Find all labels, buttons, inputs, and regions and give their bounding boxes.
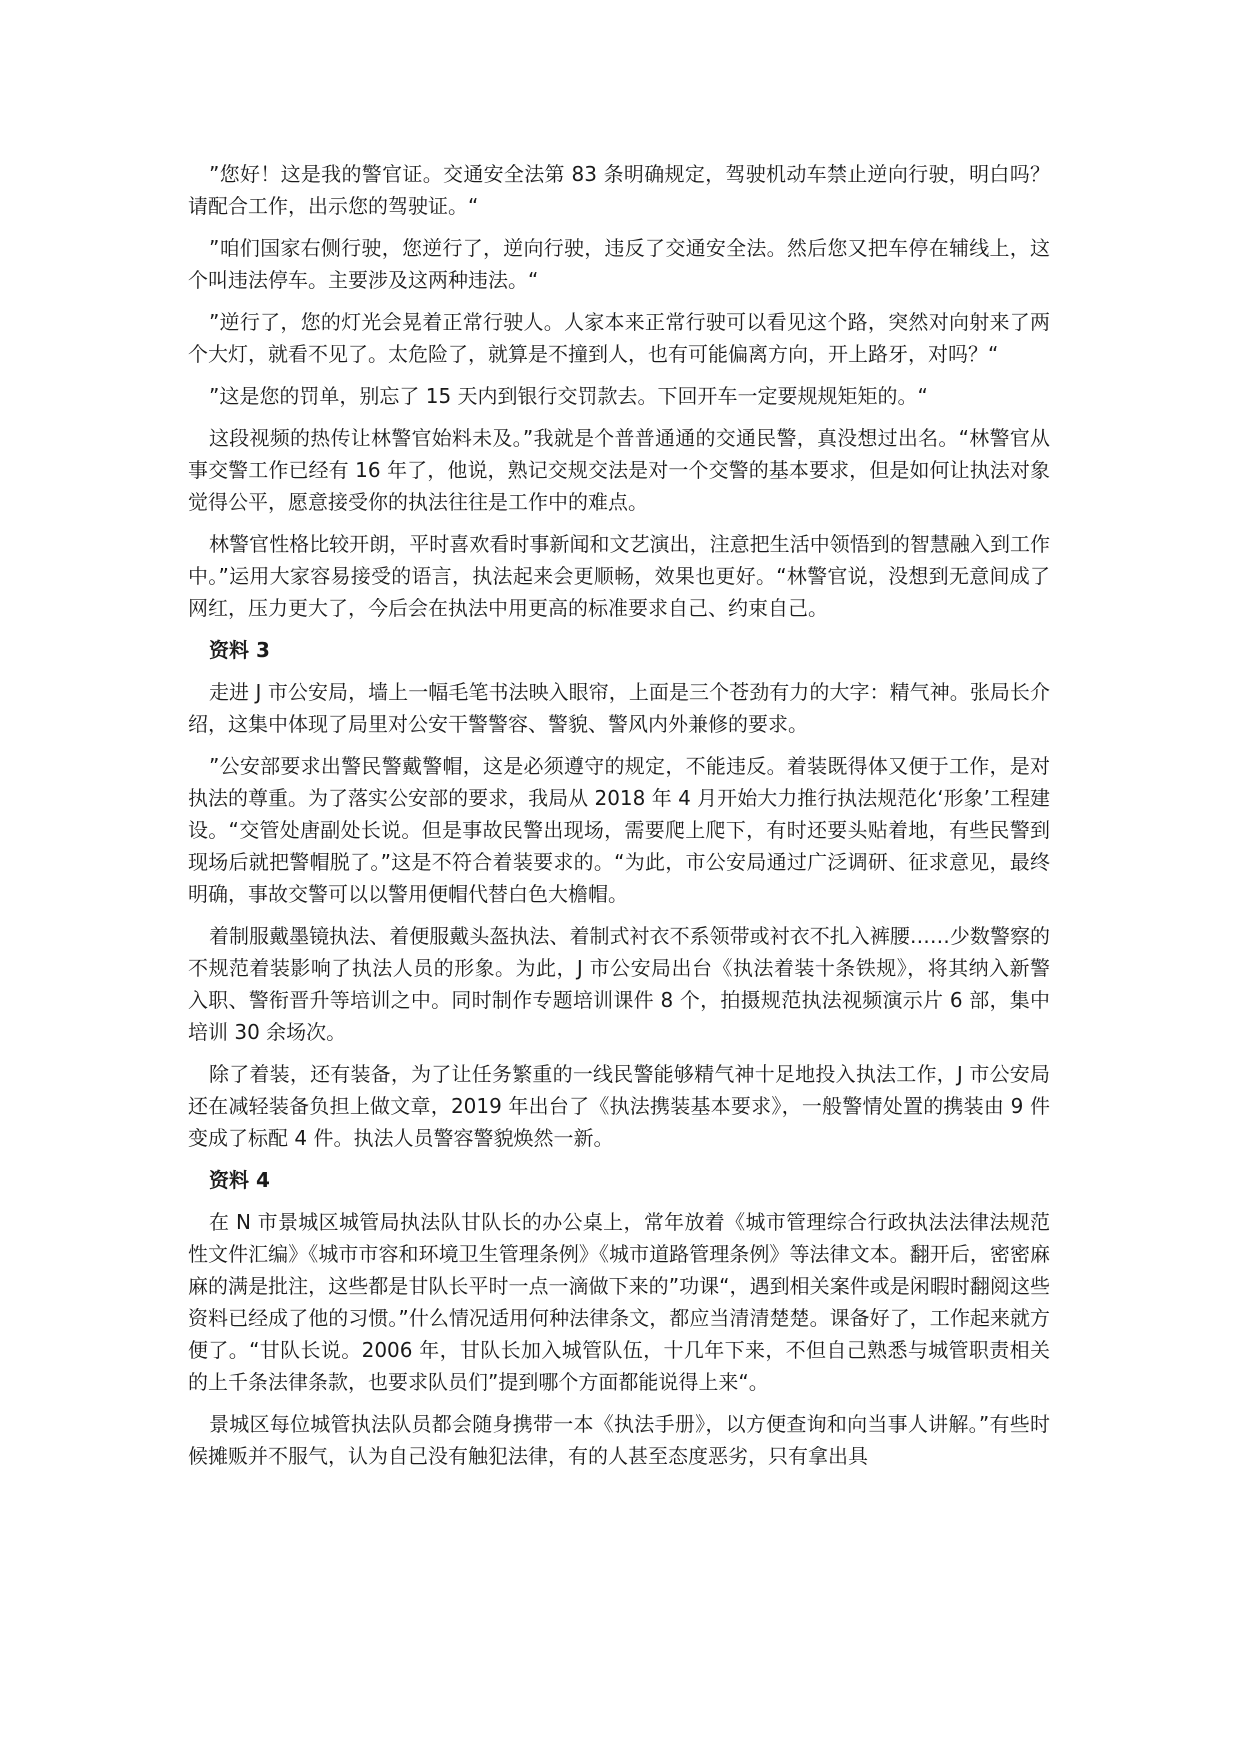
paragraph: 林警官性格比较开朗，平时喜欢看时事新闻和文艺演出，注意把生活中领悟到的智慧融入到工作中。”运用大家容易接受的语言，执法起来会更顺畅，效果也更好。“林警官说，没想到无意间成了网红，压力更大了，今后会在执法中用更高的标准要求自己、约束自己。 xyxy=(188,532,1050,620)
paragraph: 除了着装，还有装备，为了让任务繁重的一线民警能够精气神十足地投入执法工作，J 市公安局还在减轻装备负担上做文章，2019 年出台了《执法携装基本要求》，一般警情处置的携装由 9 件变成了标配 4 件。执法人员警容警貌焕然一新。 xyxy=(188,1062,1050,1150)
paragraph: ”公安部要求出警民警戴警帽，这是必须遵守的规定，不能违反。着装既得体又便于工作，是对执法的尊重。为了落实公安部的要求，我局从 2018 年 4 月开始大力推行执法规范化‘形象’工程建设。“交管处唐副处长说。但是事故民警出现场，需要爬上爬下，有时还要头贴着地，有些民警到现场后就把警帽脱了。”这是不符合着装要求的。“为此，市公安局通过广泛调研、征求意见，最终明确，事故交警可以以警用便帽代替白色大檐帽。 xyxy=(188,754,1050,906)
paragraph: 走进 J 市公安局，墙上一幅毛笔书法映入眼帘，上面是三个苍劲有力的大字：精气神。张局长介绍，这集中体现了局里对公安干警警容、警貌、警风内外兼修的要求。 xyxy=(188,680,1050,736)
paragraph: 在 N 市景城区城管局执法队甘队长的办公桌上，常年放着《城市管理综合行政执法法律法规范性文件汇编》《城市市容和环境卫生管理条例》《城市道路管理条例》等法律文本。翻开后，密密麻麻的满是批注，这些都是甘队长平时一点一滴做下来的”功课“，遇到相关案件或是闲暇时翻阅这些资料已经成了他的习惯。”什么情况适用何种法律条文，都应当清清楚楚。课备好了，工作起来就方便了。“甘队长说。2006 年，甘队长加入城管队伍，十几年下来，不但自己熟悉与城管职责相关的上千条法律条款，也要求队员们”提到哪个方面都能说得上来“。 xyxy=(188,1210,1050,1394)
paragraph: ”逆行了，您的灯光会晃着正常行驶人。人家本来正常行驶可以看见这个路，突然对向射来了两个大灯，就看不见了。太危险了，就算是不撞到人，也有可能偏离方向，开上路牙，对吗？“ xyxy=(188,310,1050,366)
section-heading: 资料 3 xyxy=(209,638,270,662)
paragraph: ”咱们国家右侧行驶，您逆行了，逆向行驶，违反了交通安全法。然后您又把车停在辅线上，这个叫违法停车。主要涉及这两种违法。“ xyxy=(188,236,1050,292)
paragraph: ”您好！这是我的警官证。交通安全法第 83 条明确规定，驾驶机动车禁止逆向行驶，明白吗？请配合工作，出示您的驾驶证。“ xyxy=(188,162,1050,218)
paragraph: 这段视频的热传让林警官始料未及。”我就是个普普通通的交通民警，真没想过出名。“林警官从事交警工作已经有 16 年了，他说，熟记交规交法是对一个交警的基本要求，但是如何让执法对象觉得公平，愿意接受你的执法往往是工作中的难点。 xyxy=(188,426,1050,514)
section-heading: 资料 4 xyxy=(209,1168,270,1192)
paragraph: 景城区每位城管执法队员都会随身携带一本《执法手册》，以方便查询和向当事人讲解。”有些时候摊贩并不服气，认为自己没有触犯法律，有的人甚至态度恶劣，只有拿出具 xyxy=(188,1412,1050,1468)
paragraph: 着制服戴墨镜执法、着便服戴头盔执法、着制式衬衣不系领带或衬衣不扎入裤腰……少数警察的不规范着装影响了执法人员的形象。为此，J 市公安局出台《执法着装十条铁规》，将其纳入新警入职、警衔晋升等培训之中。同时制作专题培训课件 8 个，拍摄规范执法视频演示片 6 部，集中培训 30 余场次。 xyxy=(188,924,1050,1044)
document-page xyxy=(188,158,1050,1482)
paragraph: ”这是您的罚单，别忘了 15 天内到银行交罚款去。下回开车一定要规规矩矩的。“ xyxy=(209,384,928,408)
